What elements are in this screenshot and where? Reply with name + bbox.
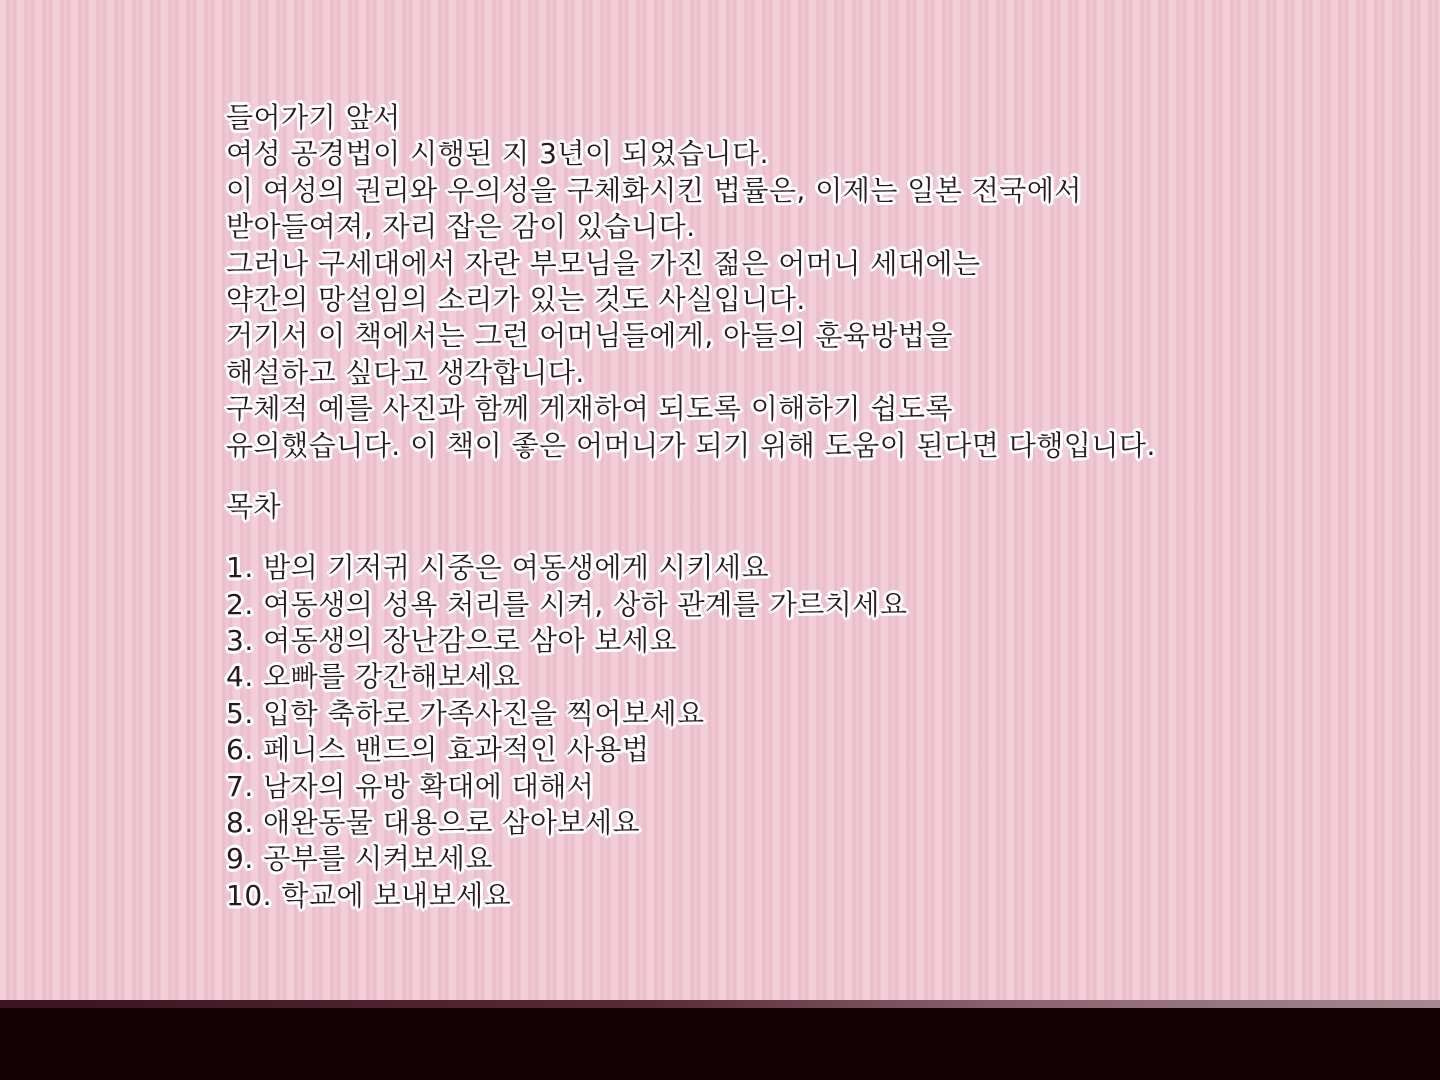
section-spacer: [226, 525, 1406, 550]
toc-item: 1. 밤의 기저귀 시중은 여동생에게 시키세요: [226, 551, 770, 585]
intro-line: 이 여성의 권리와 우의성을 구체화시킨 법률은, 이제는 일본 전국에서: [226, 173, 1082, 207]
intro-line: 유의했습니다. 이 책이 좋은 어머니가 되기 위해 도움이 된다면 다행입니다.: [226, 428, 1156, 462]
document-text: [226, 100, 1406, 914]
toc-item: 6. 페니스 밴드의 효과적인 사용법: [226, 733, 650, 767]
bottom-bar-edge: [0, 1000, 1440, 1008]
toc-item: 5. 입학 축하로 가족사진을 찍어보세요: [226, 696, 705, 730]
toc-item: 2. 여동생의 성욕 처리를 시켜, 상하 관계를 가르치세요: [226, 587, 908, 621]
intro-line: 여성 공경법이 시행된 지 3년이 되었습니다.: [226, 137, 770, 171]
toc-item: 4. 오빠를 강간해보세요: [226, 660, 521, 694]
intro-line: 거기서 이 책에서는 그런 어머님들에게, 아들의 훈육방법을: [226, 319, 953, 353]
toc-item: 7. 남자의 유방 확대에 대해서: [226, 769, 595, 803]
toc-item: 3. 여동생의 장난감으로 삼아 보세요: [226, 624, 677, 658]
intro-line: 구체적 예를 사진과 함께 게재하여 되도록 이해하기 쉽도록: [226, 392, 953, 426]
toc-list: [226, 550, 1406, 914]
toc-item: 8. 애완동물 대용으로 삼아보세요: [226, 806, 641, 840]
intro-line: 그러나 구세대에서 자란 부모님을 가진 젊은 어머니 세대에는: [226, 246, 981, 280]
section-spacer: [226, 464, 1406, 489]
bottom-bar: [0, 1008, 1440, 1080]
toc-title: 목차: [226, 489, 282, 523]
intro-heading: 들어가기 앞서: [226, 101, 401, 134]
intro-line: 해설하고 싶다고 생각합니다.: [226, 355, 585, 389]
intro-paragraph: [226, 136, 1406, 464]
intro-line: 약간의 망설임의 소리가 있는 것도 사실입니다.: [226, 282, 806, 316]
toc-item: 9. 공부를 시켜보세요: [226, 842, 493, 876]
toc-item: 10. 학교에 보내보세요: [226, 878, 512, 912]
intro-line: 받아들여져, 자리 잡은 감이 있습니다.: [226, 210, 696, 244]
